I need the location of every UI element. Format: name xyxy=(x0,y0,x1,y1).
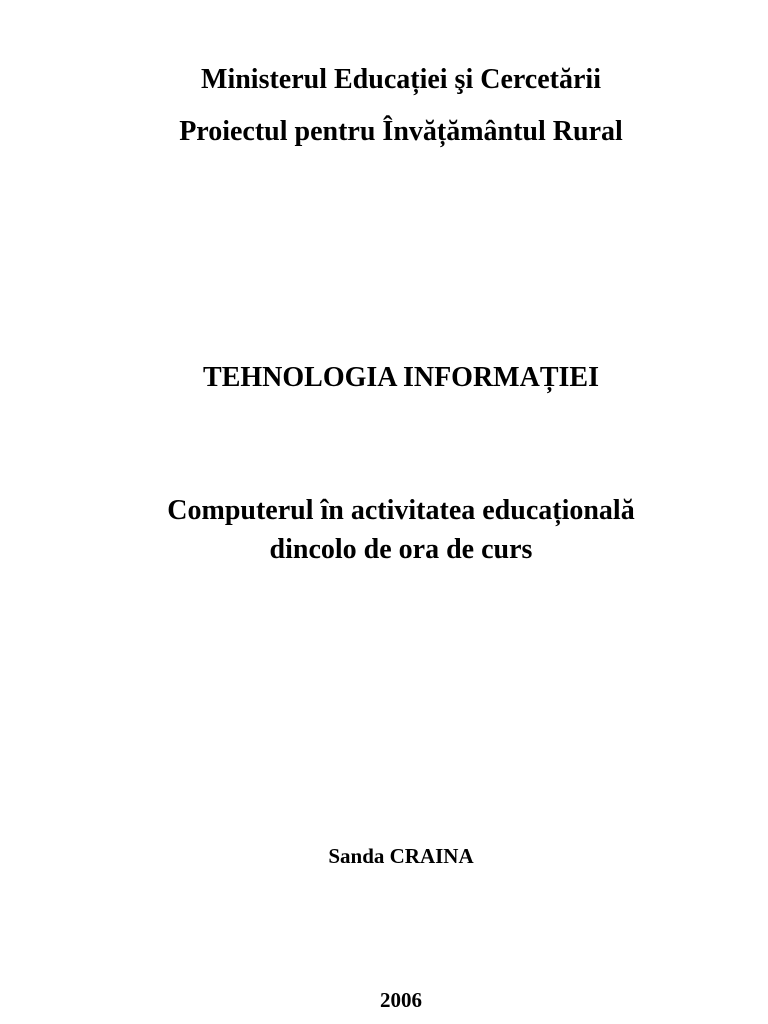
ministry-heading: Ministerul Educației şi Cercetării xyxy=(201,64,601,95)
publication-year: 2006 xyxy=(380,988,422,1012)
document-title-line-2: dincolo de ora de curs xyxy=(269,534,533,565)
project-heading: Proiectul pentru Învățământul Rural xyxy=(179,116,623,147)
author-name: Sanda CRAINA xyxy=(328,844,474,868)
document-title-line-1: Computerul în activitatea educațională xyxy=(167,495,635,526)
subject-title: TEHNOLOGIA INFORMAȚIEI xyxy=(203,362,599,393)
